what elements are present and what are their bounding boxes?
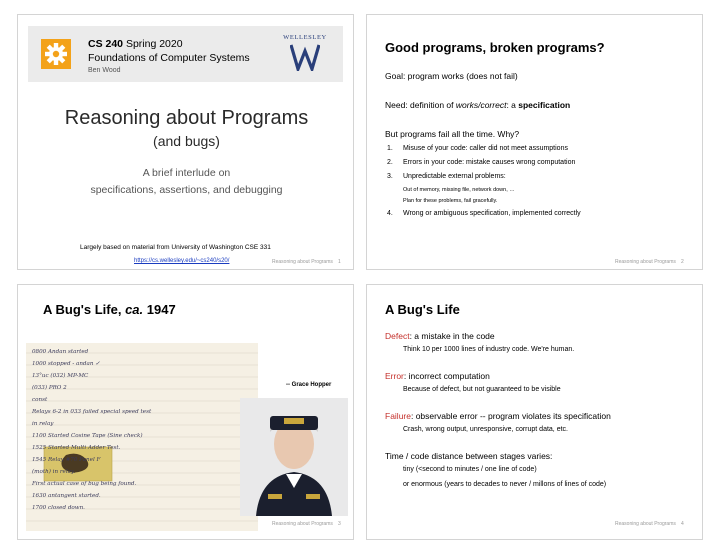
author-name: Ben Wood [88,67,121,74]
slide-1-title [17,14,354,270]
list-item: 3. Unpredictable external problems: [387,173,506,180]
slide-title: A Bug's Life [385,302,460,317]
why-text: But programs fail all the time. Why? [385,129,520,139]
time-example-tiny: tiny (<second to minutes / one line of code) [403,466,537,473]
wellesley-logo: WELLESLEY [276,34,334,74]
logbook-photo [26,343,258,531]
gear-icon [41,39,71,69]
slide-footer-title: Reasoning about Programs [615,259,676,265]
slide-footer-title: Reasoning about Programs [615,521,676,527]
sub-item: Out of memory, missing file, network down, … [403,187,515,193]
slide-3-bugs-life-1947 [17,284,354,540]
slide-title: A Bug's Life, ca. 1947 [43,302,176,317]
logbook-entries: 0800 Andan started 1000 stopped - andan ✓ 13°uc (032) MP-MC (033) PRO 2 const Relays 6-2 in 033 failed special speed test in relay 1100 Started Cosine Tape (Sine check) 1525 Started Multi Adder Test. 1545 Relay #70 Panel F (moth) in relay. First actual case of bug being found. 1630 antangent started. 1700 closed down. [32,349,152,511]
course-banner [28,26,343,82]
slide-number: 4 [681,521,684,527]
course-code: CS 240 Spring 2020 [88,38,183,50]
time-distance-heading: Time / code distance between stages varies: [385,451,553,461]
failure-definition: Failure: observable error -- program violates its specification [385,411,611,421]
intro-line-1: A brief interlude on [142,167,231,179]
attribution: Largely based on material from University of Washington CSE 331 [80,244,271,251]
time-example-enormous: or enormous (years to decades to never / millons of lines of code) [403,481,607,488]
slide-title: Reasoning about Programs [64,107,309,129]
slide-title: Good programs, broken programs? [385,40,605,55]
list-item: 2. Errors in your code: mistake causes wrong computation [387,159,576,166]
defect-note: Think 10 per 1000 lines of industry code. We're human. [403,346,575,353]
list-item: 4. Wrong or ambiguous specification, implemented correctly [387,210,581,217]
slide-footer-title: Reasoning about Programs [272,259,333,265]
course-title: Foundations of Computer Systems [88,52,250,64]
defect-definition: Defect: a mistake in the code [385,331,495,341]
need-text: Need: definition of works/correct: a specification [385,100,571,110]
slide-number: 1 [338,259,341,265]
slide-footer-title: Reasoning about Programs [272,521,333,527]
photo-caption: -- Grace Hopper [286,382,332,388]
grace-hopper-portrait [240,398,348,516]
sub-item: Plan for these problems, fail gracefully. [403,198,498,204]
intro-line-2: specifications, assertions, and debugging [90,184,283,196]
slide-number: 2 [681,259,684,265]
slide-4-bugs-life [366,284,703,540]
list-item: 1. Misuse of your code: caller did not meet assumptions [387,145,568,152]
course-url-link[interactable]: https://cs.wellesley.edu/~cs240/s20/ [134,258,230,264]
slide-subtitle: (and bugs) [153,133,220,149]
slide-2-good-programs [366,14,703,270]
error-note: Because of defect, but not guaranteed to be visible [403,386,561,393]
slide-number: 3 [338,521,341,527]
failure-note: Crash, wrong output, unresponsive, corrupt data, etc. [403,426,568,433]
goal-text: Goal: program works (does not fail) [385,71,518,81]
error-definition: Error: incorrect computation [385,371,490,381]
